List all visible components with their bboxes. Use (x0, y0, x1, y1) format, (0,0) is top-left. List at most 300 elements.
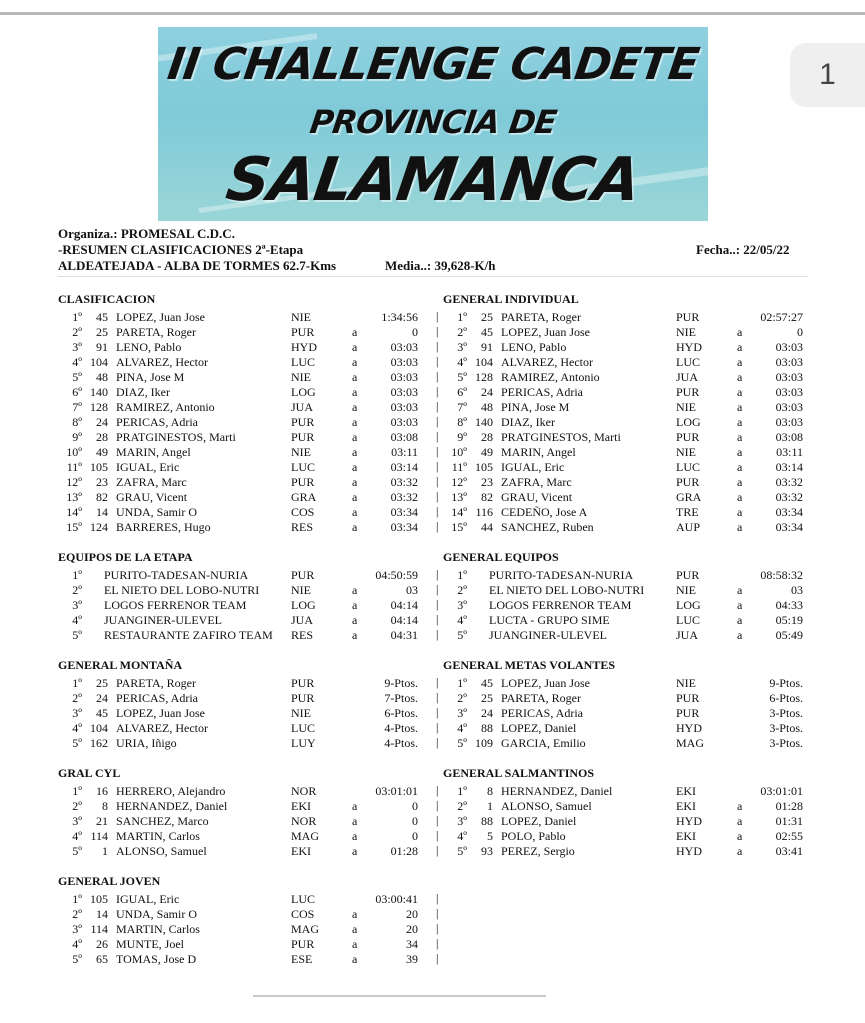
rider-name: ZAFRA, Marc (116, 475, 187, 489)
bib-number: 24 (481, 385, 493, 399)
result-value: 03:03 (775, 340, 803, 354)
bib-number: 45 (481, 325, 493, 339)
event-banner (158, 27, 708, 221)
team-code: HYD (291, 340, 317, 354)
team-row (58, 613, 418, 628)
team-code: MAG (291, 922, 320, 936)
gap-marker: a (737, 325, 743, 339)
rider-row (58, 460, 418, 475)
rider-name: PARETA, Roger (116, 676, 196, 690)
position: 5º (457, 628, 467, 642)
rider-row (443, 706, 803, 721)
rider-name: SANCHEZ, Ruben (501, 520, 594, 534)
rider-name: PERICAS, Adria (116, 691, 199, 705)
team-code: AUP (676, 520, 701, 534)
rider-row (443, 520, 803, 535)
position: 4º (72, 829, 82, 843)
position: 2º (457, 799, 467, 813)
bib-number: 21 (96, 814, 108, 828)
team-row (58, 598, 418, 613)
gap-marker: a (737, 613, 743, 627)
position: 10º (66, 445, 82, 459)
result-value: 01:31 (775, 814, 803, 828)
bib-number: 93 (481, 844, 493, 858)
bib-number: 45 (96, 310, 108, 324)
team-code: MAG (291, 829, 320, 843)
team-code: COS (291, 907, 315, 921)
team-code: LOG (291, 385, 316, 399)
result-value: 03:03 (775, 415, 803, 429)
team-code: LOG (676, 598, 701, 612)
team-code: HYD (676, 340, 702, 354)
rider-name: LOPEZ, Daniel (501, 814, 577, 828)
position: 3º (457, 706, 467, 720)
header-divider (58, 276, 808, 277)
section-title: GENERAL SALMANTINOS (443, 766, 595, 780)
gap-marker: a (737, 370, 743, 384)
result-value: 20 (406, 922, 418, 936)
banner-title-line2: PROVINCIA DE (307, 103, 559, 141)
rider-row (58, 370, 418, 385)
bib-number: 114 (90, 829, 108, 843)
rider-row (58, 505, 418, 520)
team-code: NIE (676, 445, 696, 459)
bib-number: 25 (481, 310, 493, 324)
rider-row (58, 907, 418, 922)
position: 2º (457, 691, 467, 705)
rider-row (58, 325, 418, 340)
result-value: 03:08 (775, 430, 803, 444)
position: 6º (457, 385, 467, 399)
result-value: 05:19 (775, 613, 803, 627)
team-code: LUC (676, 460, 700, 474)
gap-marker: a (352, 490, 358, 504)
result-value: 03:14 (390, 460, 418, 474)
team-code: COS (291, 505, 315, 519)
team-name: LOGOS FERRENOR TEAM (104, 598, 247, 612)
rider-name: POLO, Pablo (501, 829, 566, 843)
position: 2º (457, 325, 467, 339)
position: 9º (457, 430, 467, 444)
gap-marker: a (737, 598, 743, 612)
position: 1º (72, 784, 82, 798)
rider-name: LENO, Pablo (116, 340, 182, 354)
team-code: NIE (291, 445, 311, 459)
result-value: 03 (791, 583, 803, 597)
gap-marker: a (737, 400, 743, 414)
team-code: NIE (676, 583, 696, 597)
gap-marker: a (352, 844, 358, 858)
bib-number: 91 (481, 340, 493, 354)
rider-name: PEREZ, Sergio (501, 844, 575, 858)
team-code: HYD (676, 721, 702, 735)
team-code: TRE (676, 505, 699, 519)
team-row (443, 583, 803, 598)
result-value: 0 (412, 325, 418, 339)
rider-name: ALONSO, Samuel (116, 844, 207, 858)
result-value: 03:34 (390, 520, 418, 534)
result-value: 02:55 (775, 829, 803, 843)
result-value: 4-Ptos. (384, 736, 418, 750)
position: 5º (457, 736, 467, 750)
result-value: 03:14 (775, 460, 803, 474)
team-code: NIE (676, 325, 696, 339)
result-value: 0 (797, 325, 803, 339)
position: 14º (451, 505, 467, 519)
gap-marker: a (352, 628, 358, 642)
bib-number: 26 (96, 937, 108, 951)
result-value: 03:01:01 (760, 784, 803, 798)
banner-title-line3: SALAMANCA (222, 145, 644, 215)
rider-row (443, 799, 803, 814)
gap-marker: a (352, 829, 358, 843)
result-value: 02:57:27 (760, 310, 803, 324)
column-separator: | (436, 843, 439, 857)
bib-number: 82 (481, 490, 493, 504)
rider-name: LOPEZ, Juan Jose (116, 310, 205, 324)
gap-marker: a (352, 613, 358, 627)
gap-marker: a (352, 475, 358, 489)
position: 13º (451, 490, 467, 504)
result-value: 03:32 (775, 475, 803, 489)
result-value: 03:34 (775, 520, 803, 534)
rider-row (58, 385, 418, 400)
team-row (443, 613, 803, 628)
gap-marker: a (352, 400, 358, 414)
result-value: 03:03 (775, 385, 803, 399)
rider-name: MARTIN, Carlos (116, 922, 200, 936)
result-value: 03:08 (390, 430, 418, 444)
bib-number: 28 (96, 430, 108, 444)
team-name: LOGOS FERRENOR TEAM (489, 598, 632, 612)
bib-number: 44 (481, 520, 493, 534)
rider-row (58, 721, 418, 736)
team-code: PUR (291, 430, 315, 444)
result-value: 20 (406, 907, 418, 921)
position: 5º (457, 844, 467, 858)
team-code: EKI (291, 844, 311, 858)
rider-row (58, 475, 418, 490)
position: 4º (457, 829, 467, 843)
team-code: EKI (676, 799, 696, 813)
team-code: PUR (676, 385, 700, 399)
page-number-badge: 1 (790, 43, 865, 107)
team-code: PUR (676, 475, 700, 489)
team-code: JUA (676, 370, 699, 384)
column-separator: | (436, 504, 439, 518)
section-title: GENERAL INDIVIDUAL (443, 292, 579, 306)
result-value: 9-Ptos. (384, 676, 418, 690)
position: 7º (72, 400, 82, 414)
result-value: 3-Ptos. (769, 736, 803, 750)
rider-name: IGUAL, Eric (501, 460, 565, 474)
gap-marker: a (352, 340, 358, 354)
rider-row (58, 430, 418, 445)
rider-name: IGUAL, Eric (116, 892, 180, 906)
rider-row (443, 355, 803, 370)
rider-name: PINA, Jose M (116, 370, 185, 384)
rider-row (58, 400, 418, 415)
rider-name: ALVAREZ, Hector (501, 355, 593, 369)
team-code: LOG (291, 598, 316, 612)
column-separator: | (436, 399, 439, 413)
rider-name: MARIN, Angel (501, 445, 576, 459)
position: 1º (457, 568, 467, 582)
position: 15º (451, 520, 467, 534)
rider-name: PINA, Jose M (501, 400, 570, 414)
position: 2º (72, 691, 82, 705)
position: 11º (66, 460, 82, 474)
bib-number: 45 (481, 676, 493, 690)
team-code: RES (291, 628, 314, 642)
result-value: 0 (412, 814, 418, 828)
team-code: LOG (676, 415, 701, 429)
position: 2º (72, 583, 82, 597)
team-code: HYD (676, 844, 702, 858)
bib-number: 91 (96, 340, 108, 354)
column-separator: | (436, 735, 439, 749)
rider-name: BARRERES, Hugo (116, 520, 211, 534)
gap-marker: a (352, 445, 358, 459)
team-name: JUANGINER-ULEVEL (104, 613, 222, 627)
result-value: 03:03 (390, 355, 418, 369)
rider-row (58, 937, 418, 952)
gap-marker: a (352, 583, 358, 597)
result-value: 04:14 (390, 613, 418, 627)
gap-marker: a (352, 325, 358, 339)
position: 8º (72, 415, 82, 429)
column-separator: | (436, 705, 439, 719)
bib-number: 88 (481, 721, 493, 735)
position: 1º (457, 676, 467, 690)
column-separator: | (436, 906, 439, 920)
rider-row (58, 340, 418, 355)
column-separator: | (436, 612, 439, 626)
position: 3º (457, 340, 467, 354)
team-row (443, 598, 803, 613)
gap-marker: a (737, 355, 743, 369)
bib-number: 28 (481, 430, 493, 444)
rider-row (443, 505, 803, 520)
column-separator: | (436, 324, 439, 338)
rider-name: GRAU, Vicent (501, 490, 573, 504)
result-value: 03:03 (390, 400, 418, 414)
rider-name: UNDA, Samir O (116, 505, 197, 519)
position: 12º (451, 475, 467, 489)
result-value: 05:49 (775, 628, 803, 642)
position: 4º (457, 613, 467, 627)
column-separator: | (436, 690, 439, 704)
bib-number: 48 (96, 370, 108, 384)
gap-marker: a (352, 814, 358, 828)
column-separator: | (436, 627, 439, 641)
position: 1º (72, 568, 82, 582)
rider-row (58, 415, 418, 430)
column-separator: | (436, 891, 439, 905)
rider-name: RAMIREZ, Antonio (116, 400, 215, 414)
gap-marker: a (737, 385, 743, 399)
team-row (58, 583, 418, 598)
rider-row (443, 475, 803, 490)
team-code: NIE (676, 400, 696, 414)
bib-number: 14 (96, 907, 108, 921)
gap-marker: a (352, 922, 358, 936)
date-label: Fecha..: 22/05/22 (696, 242, 790, 257)
team-code: PUR (291, 937, 315, 951)
bib-number: 105 (475, 460, 493, 474)
team-code: NIE (291, 370, 311, 384)
rider-name: MUNTE, Joel (116, 937, 184, 951)
gap-marker: a (737, 460, 743, 474)
column-separator: | (436, 567, 439, 581)
gap-marker: a (737, 505, 743, 519)
team-code: PUR (291, 676, 315, 690)
bib-number: 105 (90, 892, 108, 906)
rider-row (58, 355, 418, 370)
position: 2º (72, 907, 82, 921)
rider-row (58, 310, 418, 325)
rider-name: LOPEZ, Juan Jose (501, 325, 590, 339)
gap-marker: a (737, 475, 743, 489)
team-row (58, 568, 418, 583)
rider-row (443, 490, 803, 505)
gap-marker: a (352, 355, 358, 369)
team-code: PUR (676, 706, 700, 720)
gap-marker: a (737, 583, 743, 597)
result-value: 34 (406, 937, 418, 951)
result-value: 08:58:32 (760, 568, 803, 582)
bib-number: 24 (481, 706, 493, 720)
team-code: EKI (291, 799, 311, 813)
column-separator: | (436, 921, 439, 935)
result-value: 03:00:41 (375, 892, 418, 906)
rider-name: DIAZ, Iker (116, 385, 170, 399)
gap-marker: a (737, 520, 743, 534)
result-value: 03:03 (775, 355, 803, 369)
bib-number: 25 (481, 691, 493, 705)
rider-name: MARIN, Angel (116, 445, 191, 459)
rider-row (58, 829, 418, 844)
gap-marker: a (737, 445, 743, 459)
result-value: 01:28 (390, 844, 418, 858)
result-value: 39 (406, 952, 418, 966)
team-code: NIE (676, 676, 696, 690)
rider-row (443, 325, 803, 340)
position: 5º (72, 844, 82, 858)
team-code: LUC (291, 355, 315, 369)
result-value: 03:41 (775, 844, 803, 858)
gap-marker: a (737, 628, 743, 642)
bib-number: 114 (90, 922, 108, 936)
gap-marker: a (352, 385, 358, 399)
team-code: PUR (291, 475, 315, 489)
bib-number: 162 (90, 736, 108, 750)
position: 1º (72, 892, 82, 906)
rider-row (58, 736, 418, 751)
bib-number: 1 (102, 844, 108, 858)
position: 4º (457, 355, 467, 369)
stage-route: ALDEATEJADA - ALBA DE TORMES 62.7-Kms (58, 258, 337, 273)
team-row (443, 628, 803, 643)
column-separator: | (436, 489, 439, 503)
rider-row (58, 844, 418, 859)
gap-marker: a (737, 814, 743, 828)
team-code: PUR (676, 691, 700, 705)
top-divider (0, 12, 865, 15)
bib-number: 65 (96, 952, 108, 966)
team-code: PUR (291, 568, 315, 582)
column-separator: | (436, 414, 439, 428)
team-code: PUR (291, 691, 315, 705)
position: 5º (72, 736, 82, 750)
gap-marker: a (737, 799, 743, 813)
position: 5º (457, 370, 467, 384)
rider-row (443, 721, 803, 736)
rider-name: PERICAS, Adria (501, 385, 584, 399)
result-value: 03:03 (390, 385, 418, 399)
rider-name: PRATGINESTOS, Marti (501, 430, 621, 444)
result-value: 03:03 (775, 370, 803, 384)
column-separator: | (436, 309, 439, 323)
column-separator: | (436, 519, 439, 533)
position: 1º (72, 676, 82, 690)
team-name: PURITO-TADESAN-NURIA (489, 568, 634, 582)
bib-number: 104 (475, 355, 493, 369)
rider-name: UNDA, Samir O (116, 907, 197, 921)
bib-number: 109 (475, 736, 493, 750)
rider-row (443, 385, 803, 400)
team-code: LUC (291, 721, 315, 735)
position: 3º (72, 814, 82, 828)
section-title: GENERAL JOVEN (58, 874, 161, 888)
column-separator: | (436, 354, 439, 368)
bib-number: 48 (481, 400, 493, 414)
column-separator: | (436, 828, 439, 842)
bib-number: 23 (481, 475, 493, 489)
rider-name: URIA, Iñigo (116, 736, 177, 750)
result-value: 1:34:56 (381, 310, 418, 324)
bib-number: 105 (90, 460, 108, 474)
column-separator: | (436, 474, 439, 488)
bib-number: 124 (90, 520, 108, 534)
rider-row (58, 676, 418, 691)
rider-row (443, 460, 803, 475)
rider-row (443, 370, 803, 385)
team-code: NIE (291, 583, 311, 597)
column-separator: | (436, 951, 439, 965)
rider-row (58, 784, 418, 799)
result-value: 9-Ptos. (769, 676, 803, 690)
rider-row (58, 706, 418, 721)
section-title: GENERAL METAS VOLANTES (443, 658, 616, 672)
bib-number: 82 (96, 490, 108, 504)
result-value: 6-Ptos. (769, 691, 803, 705)
column-separator: | (436, 582, 439, 596)
position: 3º (72, 706, 82, 720)
position: 2º (72, 325, 82, 339)
position: 2º (457, 583, 467, 597)
bib-number: 25 (96, 676, 108, 690)
rider-row (443, 310, 803, 325)
bib-number: 45 (96, 706, 108, 720)
column-separator: | (436, 459, 439, 473)
average-speed: Media..: 39,628-K/h (385, 258, 496, 273)
rider-name: ALONSO, Samuel (501, 799, 592, 813)
bib-number: 104 (90, 721, 108, 735)
section-title: GENERAL MONTAÑA (58, 658, 183, 672)
team-name: RESTAURANTE ZAFIRO TEAM (104, 628, 273, 642)
team-code: PUR (291, 325, 315, 339)
